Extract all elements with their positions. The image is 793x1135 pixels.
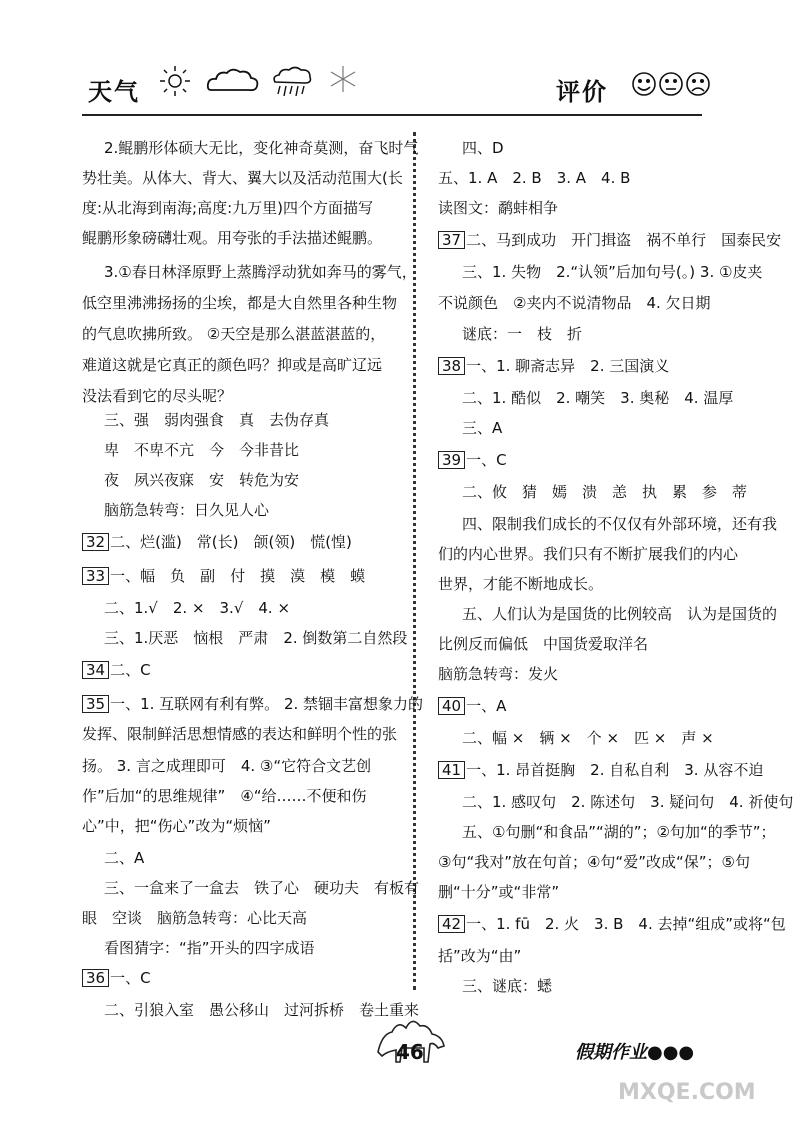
section-number-box: 33 [82,567,109,585]
text-line: 五、人们认为是国货的比例较高 认为是国货的 [462,605,778,623]
section-41: 41 一、1. 昂首挺胸 2. 自私自利 3. 从容不迫 [438,760,763,780]
section-number-box: 37 [438,231,465,249]
rating-faces [632,66,710,102]
text-line: 三、强 弱肉强食 真 去伪存真 [104,411,330,429]
cloud-icon [205,64,261,98]
section-34: 34 二、C [82,660,151,680]
text-line: ③句“我对”放在句首；④句“爱”改成“保”；⑤句 [438,853,750,871]
sun-icon [158,64,192,98]
text-line: 低空里沸沸扬扬的尘埃，都是大自然里各种生物 [82,294,398,312]
section-number-box: 41 [438,761,465,779]
text-line: 三、谜底：蟋 [462,977,553,995]
text-line: 脑筋急转弯：发火 [438,665,559,683]
text-line: 四、限制我们成长的不仅仅有外部环境，还有我 [462,515,778,533]
section-36: 36 一、C [82,968,151,988]
text-line: 三、1. 失物 2.“认领”后加句号(。) 3. ①皮夹 [462,263,763,281]
text-line: 比例反而偏低 中国货爱取洋名 [438,635,649,653]
text-line: 2.鲲鹏形体硕大无比，变化神奇莫测，奋飞时气 [104,139,419,157]
section-39: 39 一、C [438,450,507,470]
section-number-box: 39 [438,451,465,469]
text-line: 删“十分”或“非常” [438,883,560,901]
text-line: 鲲鹏形象磅礴壮观。用夸张的手法描述鲲鹏。 [82,229,383,247]
text-line: 脑筋急转弯：日久见人心 [104,501,270,519]
text-line: 势壮美。从体大、背大、翼大以及活动范围大(长 [82,169,403,187]
text-line: 看图猜字：“指”开头的四字成语 [104,939,315,957]
text-line: 三、A [462,419,503,437]
section-40: 40 一、A [438,696,506,716]
text-line: 难道这就是它真正的颜色吗？抑或是高旷辽远 [82,356,383,374]
text-line: 们的内心世界。我们只有不断扩展我们的内心 [438,545,739,563]
section-number-box: 35 [82,695,109,713]
section-number-box: 36 [82,969,109,987]
section-42: 42 一、1. fū 2. 火 3. B 4. 去掉“组成”或将“包 [438,914,786,934]
text-line: 五、1. A 2. B 3. A 4. B [438,169,631,187]
section-number-box: 40 [438,697,465,715]
header-rule [82,114,702,116]
text-line: 发挥、限制鲜活思想情感的表达和鲜明个性的张 [82,725,398,743]
text-line: 读图文：鹬蚌相争 [438,199,559,217]
rain-cloud-icon [270,64,314,100]
text-line: 三、一盒来了一盒去 铁了心 硬功夫 有板有 [104,879,420,897]
rating-label: 评价 [556,77,608,106]
section-33: 33 一、幅 负 副 付 摸 漠 模 蟆 [82,566,365,586]
text-line: 卑 不卑不亢 今 今非昔比 [104,441,300,459]
text-line: 夜 夙兴夜寐 安 转危为安 [104,471,300,489]
section-number-box: 42 [438,915,465,933]
text-line: 不说颜色 ②夹内不说清物品 4. 欠日期 [438,294,711,312]
text-line: 二、引狼入室 愚公移山 过河拆桥 卷土重来 [104,1001,420,1019]
text-line: 的气息吹拂所致。 ②天空是那么湛蓝湛蓝的， [82,325,386,343]
text-line: 3.①春日林泽原野上蒸腾浮动犹如奔马的雾气， [104,263,417,281]
text-line: 二、1.√ 2. × 3.√ 4. × [104,599,291,617]
column-divider [413,132,416,990]
watermark: MXQE.COM [618,1080,756,1105]
section-37: 37 二、马到成功 开门揖盗 祸不单行 国泰民安 [438,230,781,250]
neutral-face-icon [660,73,682,95]
text-line: 谜底：一 枝 折 [462,325,583,343]
section-32: 32 二、烂(滥) 常(长) 颌(领) 慌(惶) [82,532,352,552]
section-35: 35 一、1. 互联网有利有弊。 2. 禁锢丰富想象力的 [82,694,423,714]
section-number-box: 34 [82,661,109,679]
text-line: 二、A [104,849,145,867]
text-line: 四、D [462,139,504,157]
text-line: 没法看到它的尽头呢？ [82,387,233,405]
text-line: 世界，才能不断地成长。 [438,575,604,593]
text-line: 二、攸 猜 嫣 溃 恙 执 累 参 蒂 [462,483,748,501]
section-number-box: 32 [82,533,109,551]
weather-label: 天气 [88,77,140,106]
section-38: 38 一、1. 聊斋志异 2. 三国演义 [438,356,669,376]
text-line: 心”中，把“伤心”改为“烦恼” [82,817,271,835]
text-line: 三、1.厌恶 恼根 严肃 2. 倒数第二自然段 [104,629,408,647]
text-line: 括”改为“由” [438,947,522,965]
sad-face-icon [687,73,709,95]
text-line: 度:从北海到南海;高度:九万里)四个方面描写 [82,199,374,217]
text-line: 五、①句删“和食品”“湖的”；②句加“的季节”； [462,823,776,841]
text-line: 二、幅 × 辆 × 个 × 匹 × 声 × [462,729,714,747]
text-line: 二、1. 感叹句 2. 陈述句 3. 疑问句 4. 祈使句 [462,793,793,811]
snowflake-icon [328,64,358,94]
text-line: 作”后加“的思维规律” ④“给……不便和伤 [82,787,367,805]
text-line: 眼 空谈 脑筋急转弯：心比天高 [82,909,308,927]
page-number: 46 [396,1040,424,1064]
smile-face-icon [633,73,655,95]
text-line: 扬。 3. 言之成理即可 4. ③“它符合文艺创 [82,757,372,775]
text-line: 二、1. 酷似 2. 嘲笑 3. 奥秘 4. 温厚 [462,389,734,407]
footer-label: 假期作业●●● [575,1042,695,1063]
section-number-box: 38 [438,357,465,375]
